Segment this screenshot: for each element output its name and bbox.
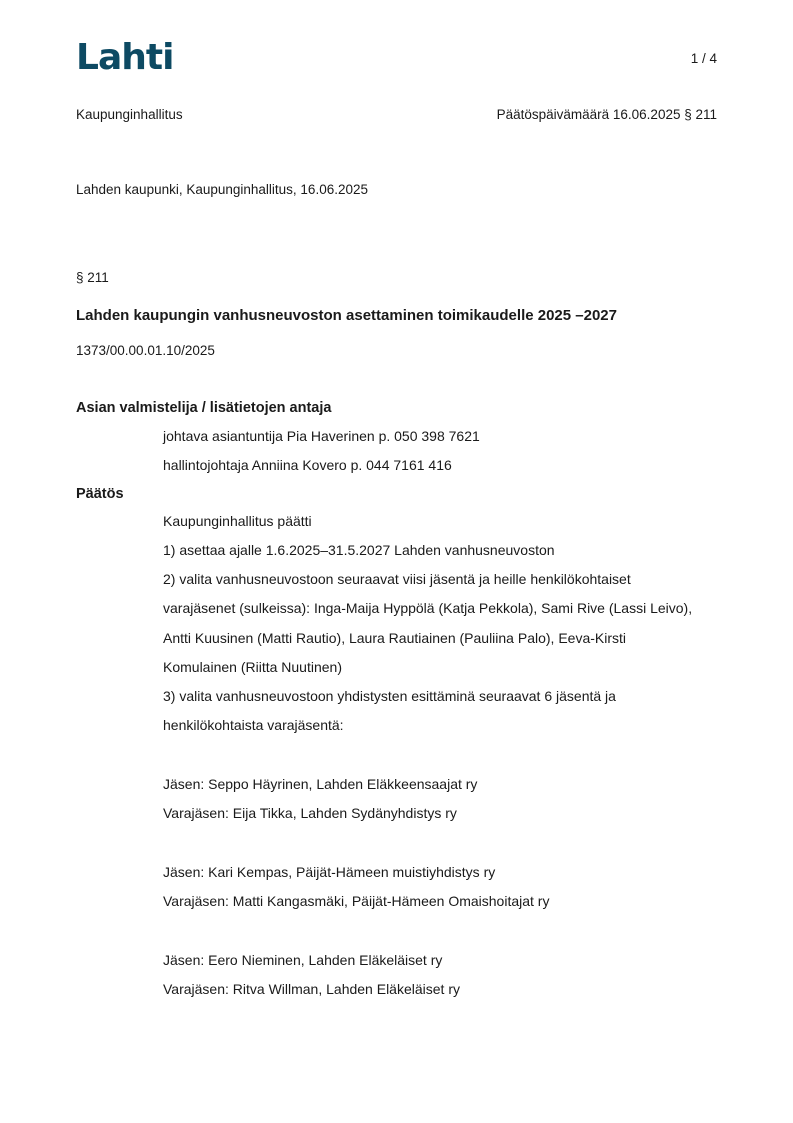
document-title: Lahden kaupungin vanhusneuvoston asettaminen toimikaudelle 2025 –2027 [76, 307, 617, 324]
decision-date: Päätöspäivämäärä 16.06.2025 § 211 [496, 107, 717, 122]
file-number: 1373/00.00.01.10/2025 [76, 343, 215, 358]
decision-line: Antti Kuusinen (Matti Rautio), Laura Rautiainen (Pauliina Palo), Eeva-Kirsti [163, 630, 627, 646]
member-line: Jäsen: Eero Nieminen, Lahden Eläkeläiset ry [163, 952, 443, 968]
deputy-line: Varajäsen: Matti Kangasmäki, Päijät-Hämeen Omaishoitajat ry [163, 893, 550, 909]
decision-line: 1) asettaa ajalle 1.6.2025–31.5.2027 Lahden vanhusneuvoston [163, 542, 555, 558]
member-line: Jäsen: Kari Kempas, Päijät-Hämeen muistiyhdistys ry [163, 864, 496, 880]
member-line: Jäsen: Seppo Häyrinen, Lahden Eläkkeensaajat ry [163, 776, 478, 792]
decision-line: Kaupunginhallitus päätti [163, 513, 312, 529]
decision-line: Komulainen (Riitta Nuutinen) [163, 659, 342, 675]
decision-line: 3) valita vanhusneuvostoon yhdistysten esittäminä seuraavat 6 jäsentä ja [163, 688, 616, 704]
preparer-heading: Asian valmistelija / lisätietojen antaja [76, 400, 332, 416]
deputy-line: Varajäsen: Ritva Willman, Lahden Eläkeläiset ry [163, 981, 460, 997]
decision-line: varajäsenet (sulkeissa): Inga-Maija Hyppölä (Katja Pekkola), Sami Rive (Lassi Leivo), [163, 600, 693, 616]
deputy-line: Varajäsen: Eija Tikka, Lahden Sydänyhdistys ry [163, 805, 457, 821]
decision-line: 2) valita vanhusneuvostoon seuraavat viisi jäsentä ja heille henkilökohtaiset [163, 571, 631, 587]
lahti-logo: Lahti [76, 37, 174, 78]
preparer-line: johtava asiantuntija Pia Haverinen p. 050 398 7621 [163, 428, 480, 444]
decision-line: henkilökohtaista varajäsentä: [163, 717, 344, 733]
section-number: § 211 [76, 270, 109, 285]
decision-heading: Päätös [76, 486, 124, 502]
page-number: 1 / 4 [690, 51, 717, 66]
organ-name: Kaupunginhallitus [76, 107, 183, 122]
preparer-line: hallintojohtaja Anniina Kovero p. 044 7161 416 [163, 457, 452, 473]
meta-line: Lahden kaupunki, Kaupunginhallitus, 16.06.2025 [76, 182, 368, 197]
